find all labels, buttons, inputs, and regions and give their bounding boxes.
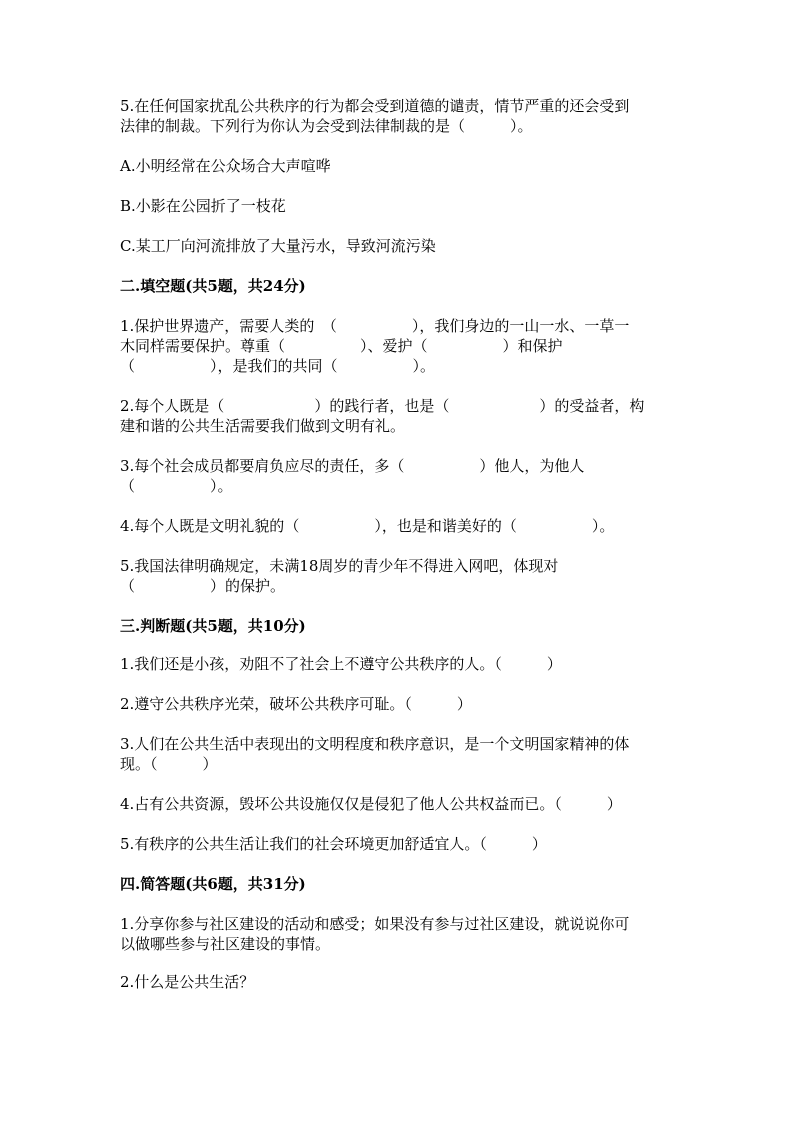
question-judge-1: 1.我们还是小孩，劝阻不了社会上不遵守公共秩序的人。（ ） — [120, 655, 562, 673]
question-judge-2: 2.遵守公共秩序光荣，破坏公共秩序可耻。（ ） — [120, 695, 472, 713]
question-judge-4: 4.占有公共资源，毁坏公共设施仅仅是侵犯了他人公共权益而已。（ ） — [120, 795, 622, 813]
question-fill-1: 1.保护世界遗产，需要人类的 （ ），我们身边的一山一水、一草一 木同样需要保护。尊重（ ）、爱护（ ）和保护 （ ），是我们的共同（ ）。 — [120, 317, 630, 375]
question-fill-3: 3.每个社会成员都要肩负应尽的责任，多（ ）他人，为他人 （ ）。 — [120, 457, 585, 495]
question-text-line: 法律的制裁。下列行为你认为会受到法律制裁的是（ ）。 — [120, 117, 533, 135]
section-heading-true-false: 三.判断题(共5题，共10分) — [120, 617, 306, 635]
option-c: C.某工厂向河流排放了大量污水，导致河流污染 — [120, 237, 436, 255]
question-short-2: 2.什么是公共生活？ — [120, 973, 255, 991]
question-fill-5: 5.我国法律明确规定，未满18周岁的青少年不得进入网吧，体现对 （ ）的保护。 — [120, 557, 559, 595]
question-judge-5: 5.有秩序的公共生活让我们的社会环境更加舒适宜人。（ ） — [120, 835, 547, 853]
section-heading-fill-in: 二.填空题(共5题，共24分) — [120, 277, 306, 295]
question-judge-3: 3.人们在公共生活中表现出的文明程度和秩序意识，是一个文明国家精神的体 现。（ ） — [120, 735, 630, 773]
question-fill-4: 4.每个人既是文明礼貌的（ ），也是和谐美好的（ ）。 — [120, 517, 615, 535]
question-short-1: 1.分享你参与社区建设的活动和感受；如果没有参与过社区建设，就说说你可 以做哪些参与社区建设的事情。 — [120, 915, 630, 953]
option-a: A.小明经常在公众场合大声喧哗 — [120, 157, 331, 175]
option-b: B.小影在公园折了一枝花 — [120, 197, 286, 215]
question-text-line: 5.在任何国家扰乱公共秩序的行为都会受到道德的谴责，情节严重的还会受到 — [120, 97, 630, 115]
section-heading-short-answer: 四.简答题(共6题，共31分) — [120, 875, 306, 893]
question-fill-2: 2.每个人既是（ ）的践行者，也是（ ）的受益者，构 建和谐的公共生活需要我们做到文明有礼。 — [120, 397, 645, 435]
question-choice-5 — [120, 96, 680, 136]
